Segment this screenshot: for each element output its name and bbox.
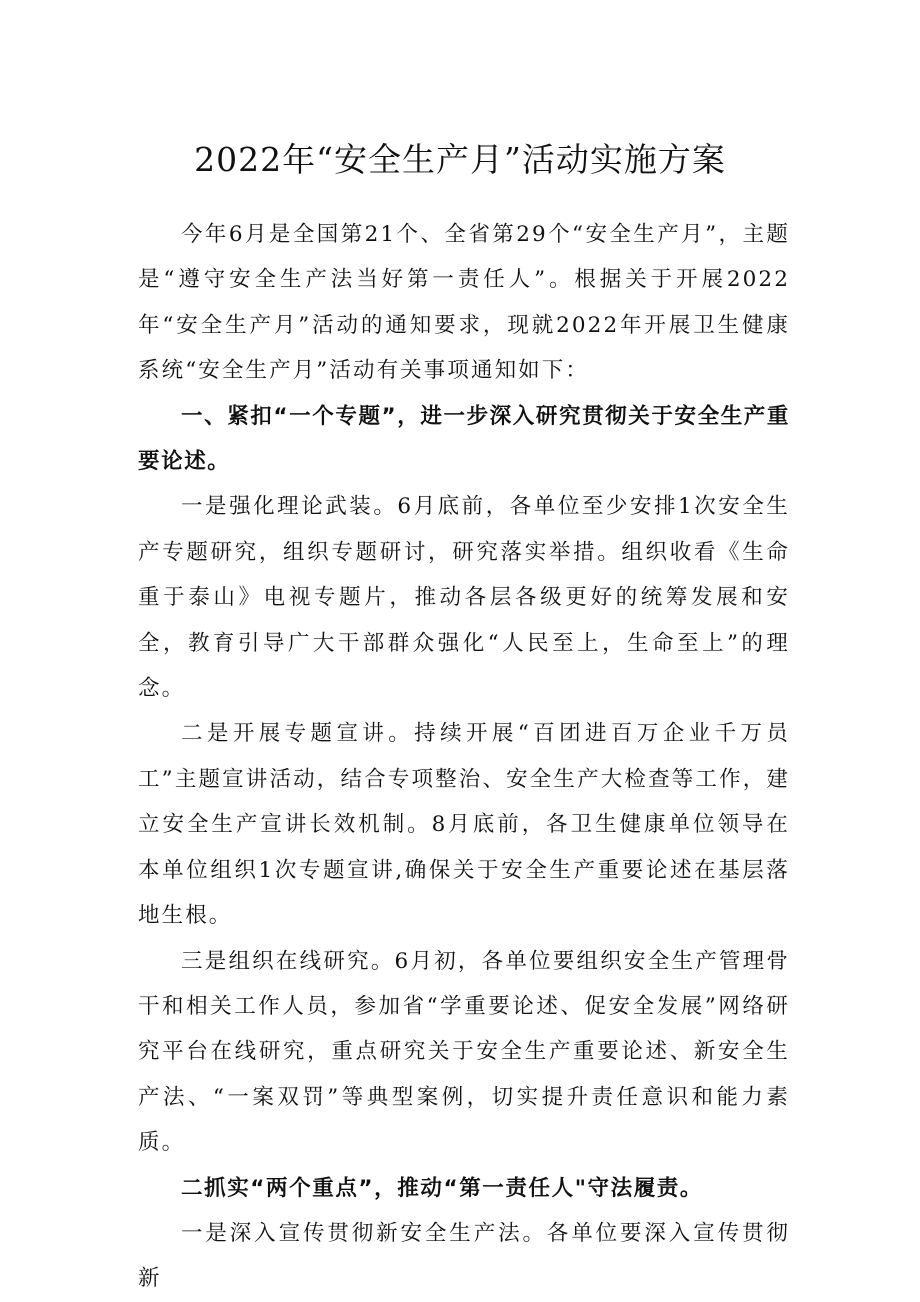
paragraph-lecture: 二是开展专题宣讲。持续开展“百团进百万企业千万员工”主题宣讲活动，结合专项整治、安全生产大检查等工作，建立安全生产宣讲长效机制。8月底前，各卫生健康单位领导在本单位组织1次专题宣讲,确保关于安全生产重要论述在基层落地生根。: [138, 721, 790, 929]
document-body: [138, 212, 790, 1302]
paragraph-online-study: 三是组织在线研究。6月初，各单位要组织安全生产管理骨干和相关工作人员，参加省“学重要论述、促安全发展”网络研究平台在线研究，重点研究关于安全生产重要论述、新安全生产法、“一案双罚”等典型案例，切实提升责任意识和能力素质。: [138, 948, 790, 1156]
paragraph-theory-study: 一是强化理论武装。6月底前，各单位至少安排1次安全生产专题研究，组织专题研讨，研究落实举措。组织收看《生命重于泰山》电视专题片，推动各层各级更好的统筹发展和安全，教育引导广大干部群众强化“人民至上，生命至上”的理念。: [138, 494, 790, 702]
paragraph-safety-law: 一是深入宣传贯彻新安全生产法。各单位要深入宣传贯彻新: [138, 1220, 790, 1292]
intro-paragraph: 今年6月是全国第21个、全省第29个“安全生产月”，主题是“遵守安全生产法当好第一责任人”。根据关于开展2022年“安全生产月”活动的通知要求，现就2022年开展卫生健康系统“安全生产月”活动有关事项通知如下：: [138, 222, 790, 384]
document-title: 2022年“安全生产月”活动实施方案: [194, 140, 726, 179]
section-heading-1: 一、紧扣“一个专题”，进一步深入研究贯彻关于安全生产重要论述。: [138, 403, 790, 475]
section-heading-2: 二抓实“两个重点”，推动“第一责任人"守法履责。: [181, 1175, 703, 1201]
